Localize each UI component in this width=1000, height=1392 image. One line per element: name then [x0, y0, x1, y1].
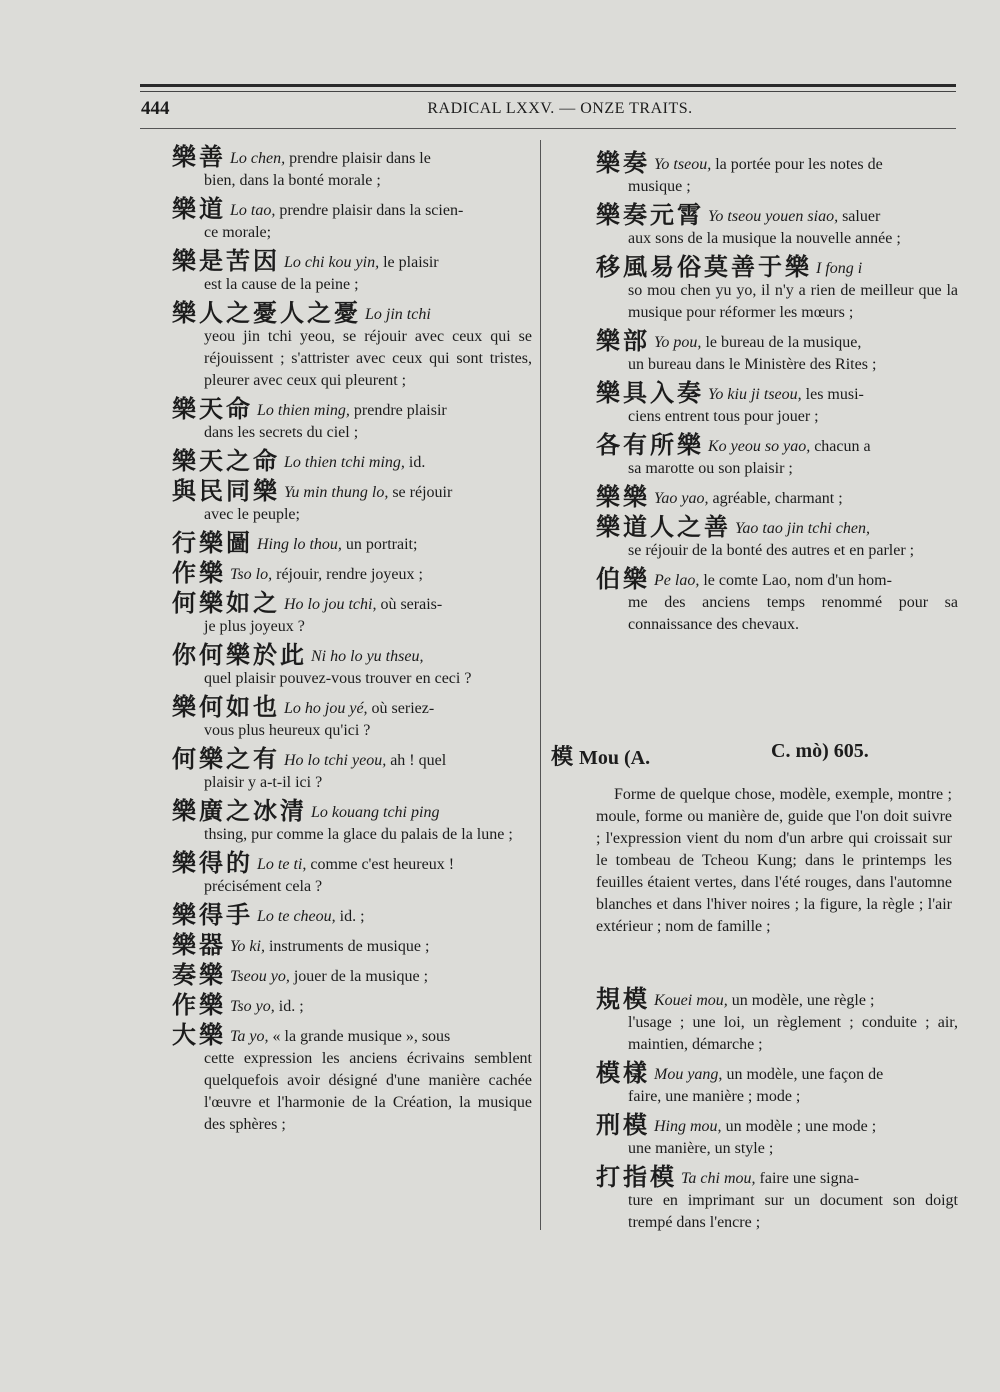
- dictionary-entry: [172, 931, 532, 959]
- entry-definition: un modèle, une règle ;: [727, 992, 875, 1009]
- entry-romanization: Lo thien tchi ming,: [284, 454, 405, 471]
- entry-characters: 樂具入奏: [596, 379, 704, 407]
- entry-characters: 樂奏: [596, 149, 650, 177]
- dictionary-entry: [172, 991, 532, 1019]
- entry-characters: 樂器: [172, 931, 226, 959]
- dictionary-entry: [596, 149, 958, 198]
- dictionary-entry: [172, 901, 532, 929]
- dictionary-entry: [596, 513, 958, 562]
- entry-definition: instruments de musique ;: [264, 938, 430, 955]
- entry-romanization: Ho lo tchi yeou,: [284, 752, 387, 769]
- dictionary-entry: [172, 797, 532, 846]
- entry-definition: le comte Lao, nom d'un hom-: [699, 572, 892, 589]
- entry-continuation: thsing, pur comme la glace du palais de la lune ;: [204, 826, 513, 843]
- entry-continuation: dans les secrets du ciel ;: [204, 424, 359, 441]
- entry-characters: 大樂: [172, 1021, 226, 1049]
- dictionary-entry: [596, 565, 958, 636]
- entry-romanization: Lo te ti,: [257, 856, 307, 873]
- entry-romanization: Mou yang,: [654, 1066, 723, 1083]
- header-rule: [140, 128, 956, 129]
- entry-continuation: musique ;: [628, 178, 691, 195]
- entry-definition: un modèle, une façon de: [722, 1066, 884, 1083]
- entry-definition: les musi-: [801, 386, 864, 403]
- entry-characters: 樂得手: [172, 901, 253, 929]
- dictionary-entry: [596, 985, 958, 1056]
- entry-definition: id.: [404, 454, 426, 471]
- section-title: Mou (A.: [579, 747, 651, 769]
- entry-continuation: yeou jin tchi yeou, se réjouir avec ceux qui se réjouissent ; s'attrister avec ceux qui sont tristes, pleurer avec ceux qui pleurent ;: [204, 328, 532, 389]
- dictionary-entry: [172, 745, 532, 794]
- dictionary-entry: [596, 1163, 958, 1234]
- entry-characters: 樂得的: [172, 849, 253, 877]
- entry-definition: où seriez-: [367, 700, 435, 717]
- entry-definition: un modèle ; une mode ;: [721, 1118, 877, 1135]
- entry-continuation: une manière, un style ;: [628, 1140, 774, 1157]
- section-heading: [551, 740, 961, 771]
- entry-continuation: l'usage ; une loi, un règlement ; conduite ; air, maintien, démarche ;: [628, 1014, 958, 1053]
- entry-definition: prendre plaisir: [349, 402, 447, 419]
- entry-continuation: cette expression les anciens écrivains semblent quelquefois avoir désigné d'une manière cachée l'œuvre et l'harmonie de la Création, la musique des sphères ;: [204, 1050, 532, 1133]
- entry-romanization: Lo te cheou,: [257, 908, 336, 925]
- entry-continuation: ciens entrent tous pour jouer ;: [628, 408, 819, 425]
- entry-continuation: quel plaisir pouvez-vous trouver en ceci ?: [204, 670, 472, 687]
- section-character: 模: [551, 745, 574, 770]
- entry-characters: 打指模: [596, 1163, 677, 1191]
- running-head: RADICAL LXXV. — ONZE TRAITS.: [427, 100, 693, 117]
- entry-characters: 與民同樂: [172, 477, 280, 505]
- dictionary-entry: [596, 379, 958, 428]
- dictionary-entry: [172, 641, 532, 690]
- entry-romanization: Lo jin tchi: [365, 306, 431, 323]
- dictionary-entry: [596, 327, 958, 376]
- entry-characters: 何樂如之: [172, 589, 280, 617]
- entry-definition: où serais-: [376, 596, 443, 613]
- entry-romanization: Lo chi kou yin,: [284, 254, 380, 271]
- entry-characters: 樂是苦因: [172, 247, 280, 275]
- entry-romanization: Lo chen,: [230, 150, 286, 167]
- entry-romanization: Hing mou,: [654, 1118, 722, 1135]
- dictionary-entry: [172, 447, 532, 475]
- entry-characters: 行樂圖: [172, 529, 253, 557]
- entry-romanization: Lo ho jou yé,: [284, 700, 368, 717]
- entry-definition: agréable, charmant ;: [708, 490, 843, 507]
- entry-continuation: ce morale;: [204, 224, 272, 241]
- dictionary-entry: [172, 529, 532, 557]
- entry-definition: id. ;: [274, 998, 304, 1015]
- entry-romanization: Tso lo,: [230, 566, 273, 583]
- entry-romanization: Pe lao,: [654, 572, 700, 589]
- section-reference: C. mò) 605.: [771, 740, 869, 762]
- dictionary-entry: [172, 247, 532, 296]
- entry-characters: 規模: [596, 985, 650, 1013]
- entry-romanization: Lo kouang tchi ping: [311, 804, 440, 821]
- entry-romanization: Lo thien ming,: [257, 402, 350, 419]
- entry-characters: 樂樂: [596, 483, 650, 511]
- entry-characters: 模樣: [596, 1059, 650, 1087]
- entry-definition: ah ! quel: [386, 752, 447, 769]
- entry-continuation: un bureau dans le Ministère des Rites ;: [628, 356, 877, 373]
- top-rule-thin: [140, 91, 956, 92]
- entry-romanization: Yo kiu ji tseou,: [708, 386, 802, 403]
- entry-definition: faire une signa-: [755, 1170, 860, 1187]
- entry-definition: chacun a: [810, 438, 871, 455]
- entry-characters: 樂廣之冰清: [172, 797, 307, 825]
- entry-characters: 作樂: [172, 559, 226, 587]
- entry-characters: 何樂之有: [172, 745, 280, 773]
- dictionary-entry: [172, 693, 532, 742]
- entry-continuation: me des anciens temps renommé pour sa connaissance des chevaux.: [628, 594, 958, 633]
- dictionary-entry: [596, 1059, 958, 1108]
- entry-romanization: Ko yeou so yao,: [708, 438, 811, 455]
- dictionary-entry: [172, 395, 532, 444]
- entry-continuation: se réjouir de la bonté des autres et en parler ;: [628, 542, 915, 559]
- entry-romanization: Yo pou,: [654, 334, 702, 351]
- entry-romanization: I fong i: [816, 260, 863, 277]
- dictionary-entry: [172, 195, 532, 244]
- dictionary-entry: [172, 299, 532, 392]
- entry-characters: 樂天之命: [172, 447, 280, 475]
- entry-definition: le bureau de la musique,: [701, 334, 862, 351]
- entry-characters: 樂人之憂人之憂: [172, 299, 361, 327]
- dictionary-entry: [172, 559, 532, 587]
- entry-continuation: précisément cela ?: [204, 878, 323, 895]
- dictionary-entry: [172, 1021, 532, 1136]
- entry-characters: 樂天命: [172, 395, 253, 423]
- entry-definition: un portrait;: [341, 536, 418, 553]
- entry-romanization: Kouei mou,: [654, 992, 728, 1009]
- dictionary-entry: [596, 431, 958, 480]
- dictionary-entry: [596, 1111, 958, 1160]
- dictionary-entry: [172, 477, 532, 526]
- entry-continuation: est la cause de la peine ;: [204, 276, 359, 293]
- dictionary-entry: [596, 201, 958, 250]
- entry-characters: 伯樂: [596, 565, 650, 593]
- dictionary-entry: [596, 483, 958, 511]
- entry-romanization: Ta yo,: [230, 1028, 269, 1045]
- section-entries: [596, 985, 958, 1240]
- entry-romanization: Hing lo thou,: [257, 536, 342, 553]
- entry-characters: 樂部: [596, 327, 650, 355]
- entry-romanization: Yo ki,: [230, 938, 265, 955]
- entry-continuation: plaisir y a-t-il ici ?: [204, 774, 323, 791]
- entry-characters: 各有所樂: [596, 431, 704, 459]
- entry-definition: saluer: [838, 208, 881, 225]
- entry-romanization: Tseou yo,: [230, 968, 290, 985]
- entry-romanization: Yo tseou youen siao,: [708, 208, 839, 225]
- left-column: [172, 143, 532, 1142]
- entry-definition: le plaisir: [379, 254, 439, 271]
- entry-romanization: Yao tao jin tchi chen,: [735, 520, 870, 537]
- entry-continuation: aux sons de la musique la nouvelle année ;: [628, 230, 901, 247]
- entry-romanization: Yao yao,: [654, 490, 709, 507]
- entry-characters: 移風易俗莫善于樂: [596, 253, 812, 281]
- entry-definition: comme c'est heureux !: [306, 856, 455, 873]
- column-divider: [540, 140, 541, 1230]
- entry-romanization: Lo tao,: [230, 202, 276, 219]
- entry-characters: 奏樂: [172, 961, 226, 989]
- entry-continuation: faire, une manière ; mode ;: [628, 1088, 801, 1105]
- dictionary-entry: [596, 253, 958, 324]
- entry-definition: la portée pour les notes de: [711, 156, 883, 173]
- entry-continuation: sa marotte ou son plaisir ;: [628, 460, 793, 477]
- entry-characters: 樂何如也: [172, 693, 280, 721]
- page-number: 444: [141, 98, 170, 119]
- dictionary-entry: [172, 849, 532, 898]
- entry-definition: se réjouir: [388, 484, 453, 501]
- entry-romanization: Ho lo jou tchi,: [284, 596, 377, 613]
- entry-definition: jouer de la musique ;: [289, 968, 429, 985]
- entry-definition: « la grande musique », sous: [268, 1028, 451, 1045]
- section-description: Forme de quelque chose, modèle, exemple, montre ; moule, forme ou manière de, guide que l'on doit suivre ; l'expression vient du nom d'un arbre qui croissait sur le tombeau de Tcheou Kung; dans le printemps les feuilles étaient vertes, dans l'été rouges, dans l'automne blanches et dans l'hiver noires ; la figure, la règle ; l'air extérieur ; nom de famille ;: [596, 786, 952, 935]
- dictionary-entry: [172, 961, 532, 989]
- entry-continuation: vous plus heureux qu'ici ?: [204, 722, 371, 739]
- entry-characters: 樂道: [172, 195, 226, 223]
- top-rule: [140, 84, 956, 87]
- entry-definition: prendre plaisir dans la scien-: [275, 202, 464, 219]
- dictionary-entry: [172, 143, 532, 192]
- entry-characters: 樂奏元霄: [596, 201, 704, 229]
- entry-romanization: Ni ho lo yu thseu,: [311, 648, 424, 665]
- entry-romanization: Yu min thung lo,: [284, 484, 389, 501]
- entry-characters: 刑模: [596, 1111, 650, 1139]
- entry-continuation: bien, dans la bonté morale ;: [204, 172, 381, 189]
- dictionary-entry: [172, 589, 532, 638]
- entry-continuation: ture en imprimant sur un document son doigt trempé dans l'encre ;: [628, 1192, 958, 1231]
- entry-continuation: avec le peuple;: [204, 506, 300, 523]
- entry-characters: 作樂: [172, 991, 226, 1019]
- entry-continuation: je plus joyeux ?: [204, 618, 305, 635]
- entry-continuation: so mou chen yu yo, il n'y a rien de meilleur que la musique pour réformer les mœurs ;: [628, 282, 958, 321]
- entry-romanization: Ta chi mou,: [681, 1170, 756, 1187]
- entry-romanization: Yo tseou,: [654, 156, 712, 173]
- entry-definition: id. ;: [335, 908, 365, 925]
- right-column: [596, 149, 958, 642]
- entry-characters: 樂善: [172, 143, 226, 171]
- entry-characters: 你何樂於此: [172, 641, 307, 669]
- entry-definition: prendre plaisir dans le: [285, 150, 431, 167]
- entry-romanization: Tso yo,: [230, 998, 275, 1015]
- entry-definition: réjouir, rendre joyeux ;: [272, 566, 423, 583]
- entry-characters: 樂道人之善: [596, 513, 731, 541]
